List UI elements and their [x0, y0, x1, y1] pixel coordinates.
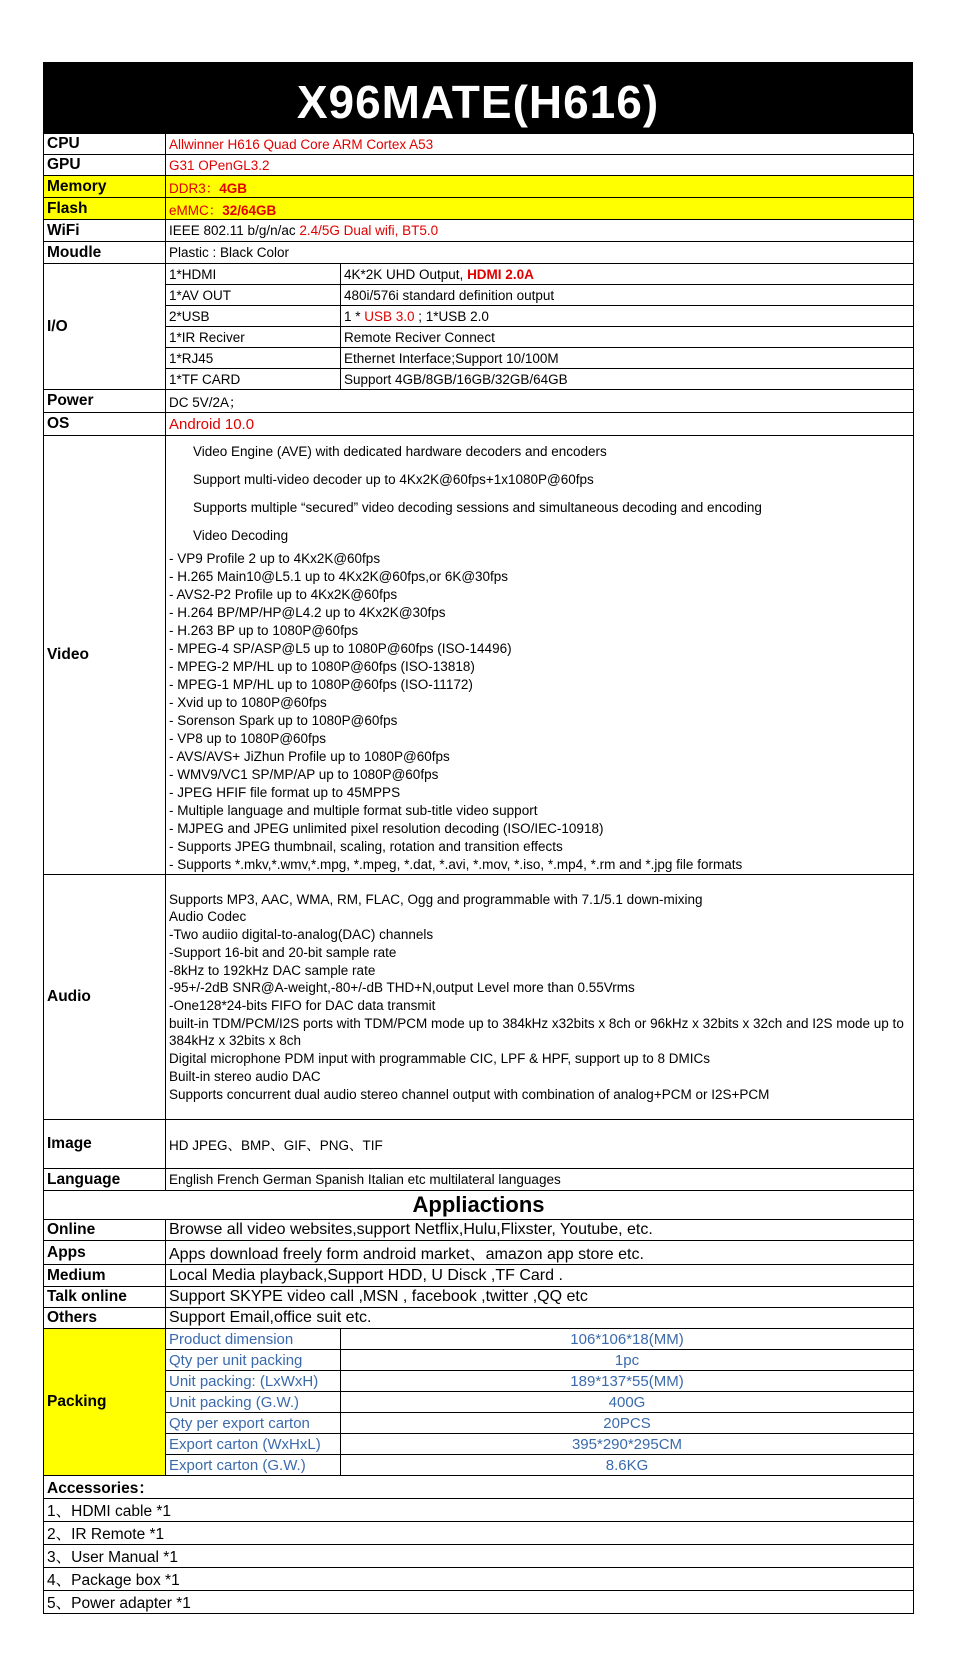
power-value: DC 5V/2A；	[166, 390, 914, 413]
spec-row-wifi	[44, 220, 914, 242]
spec-row-flash	[44, 198, 914, 220]
accessory-row	[44, 1591, 914, 1614]
accessories-header-row	[44, 1476, 914, 1499]
video-cell	[166, 436, 914, 875]
spec-row-audio	[44, 875, 914, 1120]
gpu-value: G31 OPenGL3.2	[166, 155, 914, 176]
io-desc	[341, 306, 914, 327]
video-feature: Support multi-video decoder up to 4Kx2K@60fps+1x1080P@60fps	[193, 472, 594, 487]
wifi-label: WiFi	[44, 220, 166, 242]
memory-label: Memory	[44, 176, 166, 198]
io-desc-text: Remote Reciver Connect	[344, 329, 495, 345]
accessory-row	[44, 1545, 914, 1568]
packing-row	[44, 1455, 914, 1476]
io-desc-suffix: ; 1*USB 2.0	[414, 308, 489, 324]
video-codec-item: - AVS/AVS+ JiZhun Profile up to 1080P@60fps	[169, 749, 450, 764]
applications-header-row	[44, 1191, 914, 1220]
io-port: 1*RJ45	[166, 348, 341, 369]
audio-line: -One128*24-bits FIFO for DAC data transmit	[169, 998, 436, 1013]
packing-item-name: Unit packing (G.W.)	[166, 1392, 341, 1413]
cpu-label: CPU	[44, 134, 166, 155]
applications-heading: Appliactions	[44, 1191, 914, 1220]
io-desc	[341, 369, 914, 390]
flash-prefix: eMMC：	[169, 202, 223, 218]
spec-row-language	[44, 1169, 914, 1191]
video-feature: Video Engine (AVE) with dedicated hardware decoders and encoders	[193, 444, 607, 459]
io-port: 1*AV OUT	[166, 285, 341, 306]
io-port: 2*USB	[166, 306, 341, 327]
video-codec-item: - Sorenson Spark up to 1080P@60fps	[169, 713, 398, 728]
io-desc	[341, 264, 914, 285]
audio-line: -8kHz to 192kHz DAC sample rate	[169, 962, 376, 978]
wifi-value-cell	[166, 220, 914, 242]
image-value: HD JPEG、BMP、GIF、PNG、TIF	[166, 1120, 914, 1169]
spec-table	[43, 133, 914, 1614]
video-codec-item: - Xvid up to 1080P@60fps	[169, 695, 327, 710]
io-row	[44, 327, 914, 348]
audio-label: Audio	[44, 875, 166, 1120]
video-codec-item: - H.265 Main10@L5.1 up to 4Kx2K@60fps,or 6K@30fps	[169, 569, 509, 584]
moudle-label: Moudle	[44, 242, 166, 264]
app-value: Support Email,office suit etc.	[166, 1308, 914, 1329]
packing-item-name: Export carton (WxHxL)	[166, 1434, 341, 1455]
spec-row-os	[44, 413, 914, 436]
app-value: Local Media playback,Support HDD, U Disck ,TF Card .	[166, 1265, 914, 1287]
packing-item-name: Unit packing: (LxWxH)	[166, 1371, 341, 1392]
audio-line: built-in TDM/PCM/I2S ports with TDM/PCM mode up to 384kHz x32bits x 8ch or 96kHz x 32bits x 32ch and I2S mode up to 384kHz x 32bits x 8ch	[169, 1015, 904, 1049]
video-codec-item: - VP9 Profile 2 up to 4Kx2K@60fps	[169, 551, 381, 566]
audio-line: -Two audiio digital-to-analog(DAC) channels	[169, 927, 434, 943]
app-label: Online	[44, 1220, 166, 1241]
memory-prefix: DDR3：	[169, 180, 220, 196]
io-row	[44, 348, 914, 369]
io-row	[44, 306, 914, 327]
video-codec-item: - VP8 up to 1080P@60fps	[169, 731, 327, 746]
video-feature: Video Decoding	[193, 528, 289, 543]
gpu-label: GPU	[44, 155, 166, 176]
packing-item-value: 400G	[341, 1392, 914, 1413]
video-codec-item: - MPEG-2 MP/HL up to 1080P@60fps (ISO-13818)	[169, 659, 475, 674]
video-codec-item: - WMV9/VC1 SP/MP/AP up to 1080P@60fps	[169, 767, 439, 782]
flash-value-cell	[166, 198, 914, 220]
io-desc-text: Ethernet Interface;Support 10/100M	[344, 350, 559, 366]
video-codec-item: - JPEG HFIF file format up to 45MPPS	[169, 785, 401, 800]
packing-item-name: Qty per export carton	[166, 1413, 341, 1434]
io-desc-text: 1 *	[344, 308, 365, 324]
spec-row-power	[44, 390, 914, 413]
io-desc-text: 480i/576i standard definition output	[344, 287, 555, 303]
io-desc	[341, 327, 914, 348]
app-row	[44, 1287, 914, 1308]
packing-item-value: 8.6KG	[341, 1455, 914, 1476]
video-codec-item: - MPEG-1 MP/HL up to 1080P@60fps (ISO-11172)	[169, 677, 473, 692]
packing-item-value: 106*106*18(MM)	[341, 1329, 914, 1350]
packing-item-name: Product dimension	[166, 1329, 341, 1350]
audio-cell	[166, 875, 914, 1120]
video-label: Video	[44, 436, 166, 875]
spec-row-gpu	[44, 155, 914, 176]
video-codec-item: - AVS2-P2 Profile up to 4Kx2K@60fps	[169, 587, 398, 602]
spec-row-image	[44, 1120, 914, 1169]
video-codec-list	[169, 550, 910, 874]
packing-label: Packing	[44, 1329, 166, 1476]
packing-row	[44, 1350, 914, 1371]
accessory-item: 1、HDMI cable *1	[44, 1499, 914, 1522]
cpu-value: Allwinner H616 Quad Core ARM Cortex A53	[166, 134, 914, 155]
packing-row	[44, 1329, 914, 1350]
io-desc-highlight: USB 3.0	[364, 308, 415, 324]
language-label: Language	[44, 1169, 166, 1191]
accessory-item: 3、User Manual *1	[44, 1545, 914, 1568]
packing-row	[44, 1434, 914, 1455]
product-title: X96MATE(H616)	[43, 62, 913, 133]
os-value: Android 10.0	[166, 413, 914, 436]
app-value: Browse all video websites,support Netflix,Hulu,Flixster, Youtube, etc.	[166, 1220, 914, 1241]
video-feature: Supports multiple “secured” video decoding sessions and simultaneous decoding and encoding	[193, 500, 762, 515]
memory-value: 4GB	[219, 180, 248, 196]
io-desc-text: Support 4GB/8GB/16GB/32GB/64GB	[344, 371, 568, 387]
spec-row-cpu	[44, 134, 914, 155]
app-label: Medium	[44, 1265, 166, 1287]
spec-sheet	[43, 62, 913, 1614]
audio-line: -95+/-2dB SNR@A-weight,-80+/-dB THD+N,output Level more than 0.55Vrms	[169, 980, 635, 996]
app-label: Apps	[44, 1241, 166, 1265]
packing-row	[44, 1413, 914, 1434]
io-port: 1*HDMI	[166, 264, 341, 285]
io-label: I/O	[44, 264, 166, 390]
audio-line: Digital microphone PDM input with programmable CIC, LPF & HPF, support up to 8 DMICs	[169, 1051, 710, 1067]
packing-item-value: 395*290*295CM	[341, 1434, 914, 1455]
audio-line: Supports concurrent dual audio stereo channel output with combination of analog+PCM or I2S+PCM	[169, 1086, 770, 1102]
language-value: English French German Spanish Italian etc multilateral languages	[166, 1169, 914, 1191]
packing-item-value: 20PCS	[341, 1413, 914, 1434]
accessory-row	[44, 1522, 914, 1545]
video-codec-item: - H.264 BP/MP/HP@L4.2 up to 4Kx2K@30fps	[169, 605, 446, 620]
video-codec-item: - Supports *.mkv,*.wmv,*.mpg, *.mpeg, *.dat, *.avi, *.mov, *.iso, *.mp4, *.rm and *.jpg file formats	[169, 857, 743, 872]
flash-label: Flash	[44, 198, 166, 220]
accessory-item: 4、Package box *1	[44, 1568, 914, 1591]
video-codec-item: - MJPEG and JPEG unlimited pixel resolution decoding (ISO/IEC-10918)	[169, 821, 604, 836]
spec-row-video	[44, 436, 914, 875]
accessory-item: 5、Power adapter *1	[44, 1591, 914, 1614]
wifi-prefix: IEEE 802.11 b/g/n/ac	[169, 223, 300, 238]
audio-line: Supports MP3, AAC, WMA, RM, FLAC, Ogg and programmable with 7.1/5.1 down-mixing	[169, 891, 703, 907]
packing-item-value: 189*137*55(MM)	[341, 1371, 914, 1392]
io-desc-highlight: HDMI 2.0A	[467, 266, 534, 282]
packing-row	[44, 1371, 914, 1392]
io-desc	[341, 348, 914, 369]
accessory-row	[44, 1568, 914, 1591]
flash-value: 32/64GB	[222, 202, 277, 218]
app-value: Apps download freely form android market、amazon app store etc.	[166, 1241, 914, 1265]
app-row	[44, 1220, 914, 1241]
io-row	[44, 369, 914, 390]
io-row	[44, 264, 914, 285]
packing-item-value: 1pc	[341, 1350, 914, 1371]
spec-row-memory	[44, 176, 914, 198]
wifi-value: 2.4/5G Dual wifi, BT5.0	[299, 223, 439, 238]
io-desc-text: 4K*2K UHD Output,	[344, 266, 468, 282]
accessory-item: 2、IR Remote *1	[44, 1522, 914, 1545]
audio-line: Audio Codec	[169, 909, 247, 925]
app-row	[44, 1241, 914, 1265]
packing-item-name: Qty per unit packing	[166, 1350, 341, 1371]
video-codec-item: - Supports JPEG thumbnail, scaling, rotation and transition effects	[169, 839, 563, 854]
accessories-label: Accessories：	[44, 1476, 914, 1499]
power-label: Power	[44, 390, 166, 413]
audio-line: Built-in stereo audio DAC	[169, 1068, 321, 1084]
packing-item-name: Export carton (G.W.)	[166, 1455, 341, 1476]
os-label: OS	[44, 413, 166, 436]
video-codec-item: - H.263 BP up to 1080P@60fps	[169, 623, 359, 638]
spec-row-moudle	[44, 242, 914, 264]
packing-row	[44, 1392, 914, 1413]
app-label: Talk online	[44, 1287, 166, 1308]
moudle-value: Plastic : Black Color	[166, 242, 914, 264]
app-row	[44, 1308, 914, 1329]
accessory-row	[44, 1499, 914, 1522]
video-codec-item: - MPEG-4 SP/ASP@L5 up to 1080P@60fps (ISO-14496)	[169, 641, 512, 656]
io-port: 1*IR Reciver	[166, 327, 341, 348]
audio-line: -Support 16-bit and 20-bit sample rate	[169, 944, 397, 960]
app-value: Support SKYPE video call ,MSN , facebook ,twitter ,QQ etc	[166, 1287, 914, 1308]
app-label: Others	[44, 1308, 166, 1329]
video-codec-item: - Multiple language and multiple format sub-title video support	[169, 803, 538, 818]
image-label: Image	[44, 1120, 166, 1169]
io-desc	[341, 285, 914, 306]
io-port: 1*TF CARD	[166, 369, 341, 390]
app-row	[44, 1265, 914, 1287]
memory-value-cell	[166, 176, 914, 198]
io-row	[44, 285, 914, 306]
